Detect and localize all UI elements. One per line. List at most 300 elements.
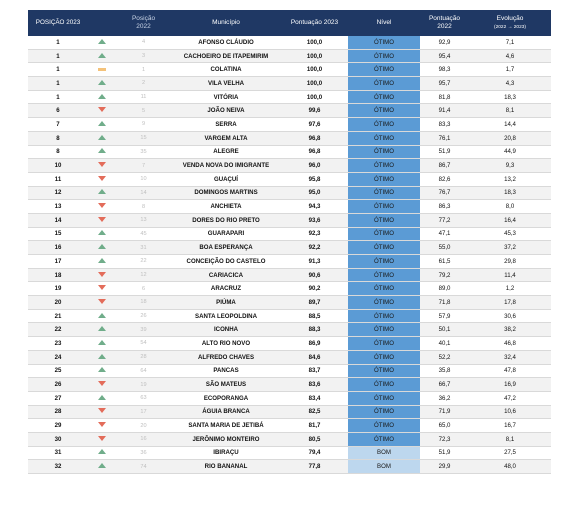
position-2022: 3 (116, 49, 171, 63)
header-level: Nível (348, 10, 420, 36)
arrow-up-icon (98, 189, 106, 194)
level-badge: ÓTIMO (348, 364, 420, 378)
position-2022: 63 (116, 391, 171, 405)
position-2023: 25 (28, 364, 88, 378)
evolution-value: 7,1 (469, 36, 551, 49)
arrow-up-icon (98, 244, 106, 249)
arrow-up-icon (98, 354, 106, 359)
table-row (28, 131, 551, 145)
score-2023: 96,0 (281, 159, 348, 173)
municipality-name: IBIRAÇU (171, 446, 281, 460)
header-score-2022-line1: Pontuação (428, 15, 461, 22)
score-2023: 94,3 (281, 200, 348, 214)
score-2023: 90,6 (281, 268, 348, 282)
evolution-value: 10,6 (469, 405, 551, 419)
score-2022: 50,1 (420, 323, 469, 337)
table-row (28, 186, 551, 200)
municipality-name: SANTA LEOPOLDINA (171, 309, 281, 323)
score-2022: 92,9 (420, 36, 469, 49)
municipality-name: ÁGUIA BRANCA (171, 405, 281, 419)
evolution-value: 4,6 (469, 49, 551, 63)
position-2022: 9 (116, 118, 171, 132)
trend-cell (88, 90, 116, 104)
table-row (28, 77, 551, 91)
score-2022: 61,5 (420, 255, 469, 269)
table-row (28, 241, 551, 255)
evolution-value: 18,3 (469, 186, 551, 200)
municipality-name: ANCHIETA (171, 200, 281, 214)
evolution-value: 4,3 (469, 77, 551, 91)
arrow-up-icon (98, 94, 106, 99)
position-2022: 19 (116, 378, 171, 392)
level-badge: ÓTIMO (348, 213, 420, 227)
position-2023: 7 (28, 118, 88, 132)
position-2022: 36 (116, 446, 171, 460)
municipality-name: SÃO MATEUS (171, 378, 281, 392)
evolution-value: 18,3 (469, 90, 551, 104)
position-2023: 21 (28, 309, 88, 323)
arrow-down-icon (98, 436, 106, 441)
trend-cell (88, 391, 116, 405)
position-2022: 17 (116, 405, 171, 419)
score-2023: 83,6 (281, 378, 348, 392)
score-2022: 98,3 (420, 63, 469, 77)
score-2023: 81,7 (281, 419, 348, 433)
municipality-name: RIO BANANAL (171, 460, 281, 474)
trend-cell (88, 364, 116, 378)
position-2022: 64 (116, 364, 171, 378)
arrow-up-icon (98, 135, 106, 140)
level-badge: ÓTIMO (348, 405, 420, 419)
table-row (28, 282, 551, 296)
trend-cell (88, 213, 116, 227)
score-2022: 65,0 (420, 419, 469, 433)
score-2023: 96,8 (281, 145, 348, 159)
header-position-2022-line1: Posição (131, 15, 156, 22)
score-2022: 86,3 (420, 200, 469, 214)
evolution-value: 13,2 (469, 172, 551, 186)
trend-cell (88, 131, 116, 145)
position-2022: 2 (116, 77, 171, 91)
score-2022: 52,2 (420, 350, 469, 364)
position-2022: 54 (116, 337, 171, 351)
ranking-table-container (28, 10, 551, 474)
header-score-2023: Pontuação 2023 (281, 10, 348, 36)
position-2022: 14 (116, 186, 171, 200)
table-row (28, 323, 551, 337)
evolution-value: 38,2 (469, 323, 551, 337)
municipality-name: AFONSO CLÁUDIO (171, 36, 281, 49)
arrow-up-icon (98, 449, 106, 454)
position-2022: 45 (116, 227, 171, 241)
table-row (28, 446, 551, 460)
header-score-2022 (420, 10, 469, 36)
position-2022: 13 (116, 213, 171, 227)
level-badge: ÓTIMO (348, 268, 420, 282)
score-2022: 29,9 (420, 460, 469, 474)
position-2023: 16 (28, 241, 88, 255)
position-2022: 7 (116, 159, 171, 173)
score-2022: 89,0 (420, 282, 469, 296)
position-2023: 29 (28, 419, 88, 433)
header-evolution-line2: (2022 → 2023) (494, 24, 526, 30)
evolution-value: 16,4 (469, 213, 551, 227)
position-2023: 12 (28, 186, 88, 200)
trend-cell (88, 159, 116, 173)
table-row (28, 432, 551, 446)
unchanged-icon (98, 68, 106, 71)
table-row (28, 268, 551, 282)
position-2023: 1 (28, 36, 88, 49)
evolution-value: 1,7 (469, 63, 551, 77)
score-2023: 83,4 (281, 391, 348, 405)
municipality-name: SANTA MARIA DE JETIBÁ (171, 419, 281, 433)
evolution-value: 14,4 (469, 118, 551, 132)
score-2023: 91,3 (281, 255, 348, 269)
evolution-value: 30,6 (469, 309, 551, 323)
arrow-up-icon (98, 463, 106, 468)
municipality-name: ECOPORANGA (171, 391, 281, 405)
trend-cell (88, 145, 116, 159)
arrow-up-icon (98, 53, 106, 58)
position-2023: 8 (28, 145, 88, 159)
municipality-name: CACHOEIRO DE ITAPEMIRIM (171, 49, 281, 63)
score-2022: 51,9 (420, 145, 469, 159)
position-2023: 10 (28, 159, 88, 173)
position-2023: 14 (28, 213, 88, 227)
evolution-value: 37,2 (469, 241, 551, 255)
position-2023: 18 (28, 268, 88, 282)
table-row (28, 200, 551, 214)
level-badge: ÓTIMO (348, 350, 420, 364)
evolution-value: 8,1 (469, 432, 551, 446)
municipality-name: ALTO RIO NOVO (171, 337, 281, 351)
table-row (28, 90, 551, 104)
evolution-value: 11,4 (469, 268, 551, 282)
municipality-name: ALEGRE (171, 145, 281, 159)
position-2022: 5 (116, 104, 171, 118)
table-row (28, 49, 551, 63)
trend-cell (88, 378, 116, 392)
score-2022: 95,4 (420, 49, 469, 63)
position-2023: 17 (28, 255, 88, 269)
level-badge: ÓTIMO (348, 282, 420, 296)
trend-cell (88, 104, 116, 118)
position-2023: 23 (28, 337, 88, 351)
score-2022: 82,6 (420, 172, 469, 186)
arrow-up-icon (98, 395, 106, 400)
trend-cell (88, 255, 116, 269)
level-badge: ÓTIMO (348, 200, 420, 214)
evolution-value: 29,8 (469, 255, 551, 269)
trend-cell (88, 77, 116, 91)
arrow-down-icon (98, 408, 106, 413)
score-2022: 77,2 (420, 213, 469, 227)
level-badge: ÓTIMO (348, 36, 420, 49)
score-2023: 79,4 (281, 446, 348, 460)
evolution-value: 47,8 (469, 364, 551, 378)
trend-cell (88, 337, 116, 351)
position-2022: 6 (116, 282, 171, 296)
municipality-name: ALFREDO CHAVES (171, 350, 281, 364)
table-row (28, 104, 551, 118)
municipality-name: COLATINA (171, 63, 281, 77)
table-row (28, 63, 551, 77)
evolution-value: 46,8 (469, 337, 551, 351)
header-score-2022-line2: 2022 (437, 23, 452, 30)
position-2022: 4 (116, 36, 171, 49)
trend-cell (88, 296, 116, 310)
position-2022: 31 (116, 241, 171, 255)
evolution-value: 45,3 (469, 227, 551, 241)
score-2023: 80,5 (281, 432, 348, 446)
municipality-name: SERRA (171, 118, 281, 132)
score-2022: 71,8 (420, 296, 469, 310)
trend-cell (88, 405, 116, 419)
score-2022: 72,3 (420, 432, 469, 446)
evolution-value: 47,2 (469, 391, 551, 405)
trend-cell (88, 268, 116, 282)
evolution-value: 44,9 (469, 145, 551, 159)
municipality-name: CONCEIÇÃO DO CASTELO (171, 255, 281, 269)
table-row (28, 460, 551, 474)
municipality-name: VENDA NOVA DO IMIGRANTE (171, 159, 281, 173)
level-badge: ÓTIMO (348, 323, 420, 337)
arrow-up-icon (98, 121, 106, 126)
position-2023: 1 (28, 49, 88, 63)
position-2023: 26 (28, 378, 88, 392)
position-2022: 15 (116, 131, 171, 145)
level-badge: ÓTIMO (348, 63, 420, 77)
municipality-name: VARGEM ALTA (171, 131, 281, 145)
position-2022: 28 (116, 350, 171, 364)
position-2023: 32 (28, 460, 88, 474)
arrow-down-icon (98, 285, 106, 290)
position-2023: 24 (28, 350, 88, 364)
arrow-down-icon (98, 272, 106, 277)
municipality-name: DORES DO RIO PRETO (171, 213, 281, 227)
score-2023: 86,9 (281, 337, 348, 351)
position-2023: 8 (28, 131, 88, 145)
level-badge: ÓTIMO (348, 49, 420, 63)
score-2022: 79,2 (420, 268, 469, 282)
level-badge: ÓTIMO (348, 309, 420, 323)
table-row (28, 145, 551, 159)
table-row (28, 118, 551, 132)
table-row (28, 350, 551, 364)
level-badge: ÓTIMO (348, 77, 420, 91)
score-2023: 97,6 (281, 118, 348, 132)
position-2022: 39 (116, 323, 171, 337)
score-2023: 96,8 (281, 131, 348, 145)
trend-cell (88, 282, 116, 296)
level-badge: ÓTIMO (348, 186, 420, 200)
score-2022: 51,9 (420, 446, 469, 460)
table-row (28, 172, 551, 186)
arrow-down-icon (98, 162, 106, 167)
table-row (28, 227, 551, 241)
municipality-name: PIÚMA (171, 296, 281, 310)
score-2022: 91,4 (420, 104, 469, 118)
table-row (28, 405, 551, 419)
arrow-up-icon (98, 367, 106, 372)
table-row (28, 391, 551, 405)
level-badge: ÓTIMO (348, 227, 420, 241)
arrow-down-icon (98, 107, 106, 112)
position-2022: 10 (116, 172, 171, 186)
arrow-down-icon (98, 381, 106, 386)
table-row (28, 159, 551, 173)
score-2023: 89,7 (281, 296, 348, 310)
score-2023: 82,5 (281, 405, 348, 419)
ranking-table (28, 10, 551, 474)
position-2023: 22 (28, 323, 88, 337)
level-badge: ÓTIMO (348, 378, 420, 392)
score-2022: 55,0 (420, 241, 469, 255)
score-2023: 83,7 (281, 364, 348, 378)
score-2022: 36,2 (420, 391, 469, 405)
trend-cell (88, 118, 116, 132)
municipality-name: JERÔNIMO MONTEIRO (171, 432, 281, 446)
position-2023: 1 (28, 63, 88, 77)
municipality-name: DOMINGOS MARTINS (171, 186, 281, 200)
header-position-2023: POSIÇÃO 2023 (28, 10, 88, 36)
level-badge: ÓTIMO (348, 391, 420, 405)
municipality-name: VITÓRIA (171, 90, 281, 104)
score-2022: 86,7 (420, 159, 469, 173)
score-2023: 92,3 (281, 227, 348, 241)
level-badge: ÓTIMO (348, 241, 420, 255)
table-row (28, 36, 551, 49)
score-2023: 92,2 (281, 241, 348, 255)
score-2023: 84,6 (281, 350, 348, 364)
evolution-value: 17,8 (469, 296, 551, 310)
municipality-name: GUARAPARI (171, 227, 281, 241)
arrow-up-icon (98, 80, 106, 85)
position-2023: 1 (28, 77, 88, 91)
arrow-up-icon (98, 326, 106, 331)
level-badge: ÓTIMO (348, 118, 420, 132)
arrow-up-icon (98, 39, 106, 44)
score-2022: 40,1 (420, 337, 469, 351)
level-badge: ÓTIMO (348, 296, 420, 310)
position-2023: 20 (28, 296, 88, 310)
score-2023: 100,0 (281, 49, 348, 63)
table-row (28, 419, 551, 433)
level-badge: ÓTIMO (348, 172, 420, 186)
level-badge: ÓTIMO (348, 432, 420, 446)
position-2023: 19 (28, 282, 88, 296)
position-2022: 26 (116, 309, 171, 323)
trend-cell (88, 323, 116, 337)
score-2022: 47,1 (420, 227, 469, 241)
arrow-down-icon (98, 176, 106, 181)
score-2022: 76,1 (420, 131, 469, 145)
trend-cell (88, 186, 116, 200)
level-badge: ÓTIMO (348, 337, 420, 351)
level-badge: ÓTIMO (348, 131, 420, 145)
trend-cell (88, 350, 116, 364)
table-body (28, 36, 551, 474)
evolution-value: 32,4 (469, 350, 551, 364)
position-2023: 27 (28, 391, 88, 405)
score-2023: 100,0 (281, 90, 348, 104)
municipality-name: VILA VELHA (171, 77, 281, 91)
position-2022: 1 (116, 63, 171, 77)
municipality-name: CARIACICA (171, 268, 281, 282)
position-2023: 6 (28, 104, 88, 118)
evolution-value: 1,2 (469, 282, 551, 296)
score-2022: 71,9 (420, 405, 469, 419)
evolution-value: 16,7 (469, 419, 551, 433)
position-2023: 15 (28, 227, 88, 241)
municipality-name: PANCAS (171, 364, 281, 378)
arrow-up-icon (98, 148, 106, 153)
position-2022: 18 (116, 296, 171, 310)
score-2023: 95,0 (281, 186, 348, 200)
score-2022: 81,8 (420, 90, 469, 104)
arrow-up-icon (98, 313, 106, 318)
table-row (28, 364, 551, 378)
level-badge: BOM (348, 446, 420, 460)
level-badge: ÓTIMO (348, 145, 420, 159)
header-position-2022-line2: 2022 (136, 23, 151, 30)
score-2023: 100,0 (281, 63, 348, 77)
municipality-name: GUAÇUÍ (171, 172, 281, 186)
header-evolution-line1: Evolução (496, 14, 524, 22)
evolution-value: 8,1 (469, 104, 551, 118)
level-badge: ÓTIMO (348, 255, 420, 269)
level-badge: ÓTIMO (348, 159, 420, 173)
score-2023: 88,3 (281, 323, 348, 337)
score-2023: 90,2 (281, 282, 348, 296)
municipality-name: ICONHA (171, 323, 281, 337)
score-2022: 35,8 (420, 364, 469, 378)
trend-cell (88, 446, 116, 460)
score-2023: 99,6 (281, 104, 348, 118)
header-evolution (469, 10, 551, 36)
header-municipality: Município (171, 10, 281, 36)
evolution-value: 20,8 (469, 131, 551, 145)
score-2023: 77,8 (281, 460, 348, 474)
table-row (28, 255, 551, 269)
trend-cell (88, 36, 116, 49)
position-2022: 35 (116, 145, 171, 159)
arrow-up-icon (98, 230, 106, 235)
trend-cell (88, 200, 116, 214)
position-2022: 12 (116, 268, 171, 282)
trend-cell (88, 172, 116, 186)
arrow-up-icon (98, 258, 106, 263)
table-row (28, 213, 551, 227)
evolution-value: 16,9 (469, 378, 551, 392)
level-badge: ÓTIMO (348, 419, 420, 433)
trend-cell (88, 63, 116, 77)
level-badge: ÓTIMO (348, 104, 420, 118)
position-2023: 11 (28, 172, 88, 186)
score-2022: 95,7 (420, 77, 469, 91)
table-header-row (28, 10, 551, 36)
table-row (28, 296, 551, 310)
trend-cell (88, 460, 116, 474)
position-2023: 31 (28, 446, 88, 460)
table-row (28, 378, 551, 392)
score-2023: 100,0 (281, 77, 348, 91)
evolution-value: 48,0 (469, 460, 551, 474)
score-2022: 83,3 (420, 118, 469, 132)
trend-cell (88, 309, 116, 323)
table-row (28, 309, 551, 323)
